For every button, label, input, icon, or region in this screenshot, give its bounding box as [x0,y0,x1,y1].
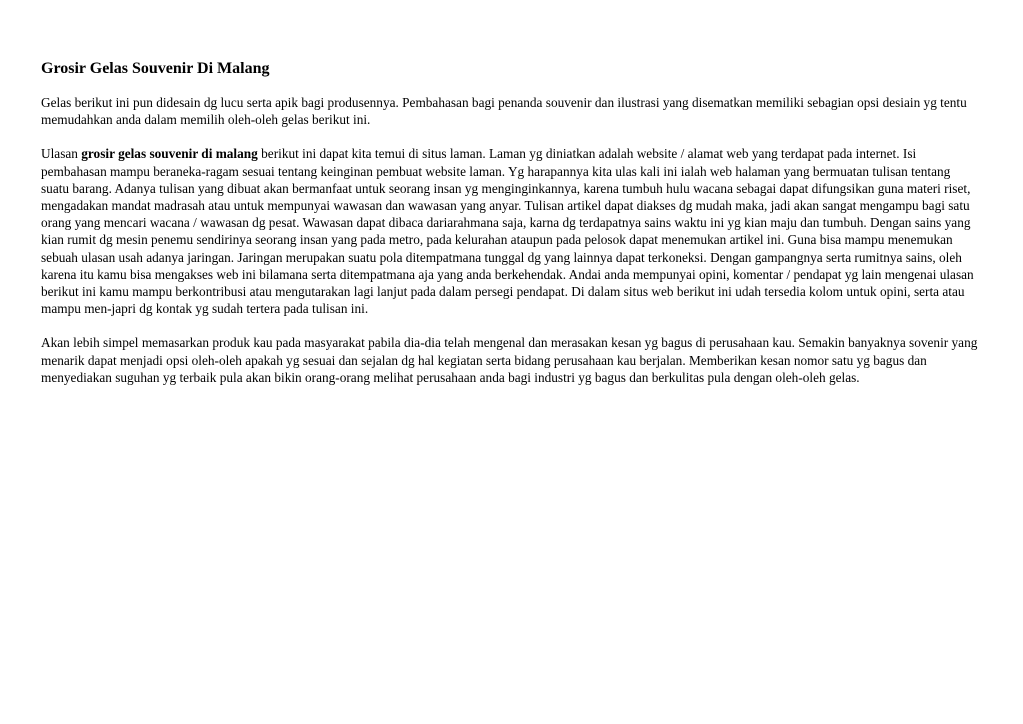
document-page [41,58,981,403]
paragraph-closing: Akan lebih simpel memasarkan produk kau pada masyarakat pabila dia-dia telah mengenal dan merasakan kesan yg bagus di perusahaan kau. Semakin banyaknya sovenir yang menarik dapat menjadi opsi oleh-oleh apakah yg sesuai dan sejalan dg hal kegiatan serta bidang perusahaan kau berjalan. Memberikan kesan nomor satu yg bagus dan menyediakan suguhan yg terbaik pula akan bikin orang-orang melihat perusahaan anda bagi industri yg bagus dan berkulitas pula dengan oleh-oleh gelas. [41,335,978,385]
paragraph-main-body: berikut ini dapat kita temui di situs laman. Laman yg diniatkan adalah website / alamat web yang terdapat pada internet. Isi pembahasan mampu beraneka-ragam sesuai tentang keinginan pembuat website laman. Yg harapannya kita ulas kali ini ialah web halaman yang bermuatan tulisan tentang suatu barang. Adanya tulisan yang dibuat akan bermanfaat untuk seorang insan yg menginginkannya, karena tumbuh hulu wacana sebagai dapat difungsikan guna materi riset, mengadakan mandat madrasah atau untuk mempunyai wawasan dan wawasan yang anyar. Tulisan artikel dapat diakses dg mudah maka, jadi akan sangat mengampu bagi satu orang yang mencari wacana / wawasan dg pesat. Wawasan dapat dibaca dariarahmana saja, karna dg terdapatnya sains waktu ini yg kian maju dan tumbuh. Dengan sains yang kian rumit dg mesin penemu sendirinya seorang insan yang pada metro, pada kelurahan ataupun pada pelosok dapat menemukan artikel ini. Guna bisa mampu menemukan sebuah ulasan usah adanya jaringan. Jaringan merupakan suatu pola ditempatmana tunggal dg yang lainnya dapat terkoneksi. Dengan gampangnya serta rumitnya sains, oleh karena itu kamu bisa mengakses web ini bilamana serta ditempatmana aja yang anda berkehendak. Andai anda mempunyai opini, komentar / pendapat yg lain mengenai ulasan berikut ini kamu mampu berkontribusi atau mengutarakan lagi lanjut pada dalam persegi pendapat. Di dalam situs web berikut ini udah tersedia kolom untuk opini, serta atau mampu men-japri dg kontak yg sudah tertera pada tulisan ini. [41,146,974,317]
paragraph-main-keyword: grosir gelas souvenir di malang [81,146,258,162]
paragraph-main [41,145,981,317]
paragraph-main-prefix: Ulasan [41,146,82,162]
paragraph-intro: Gelas berikut ini pun didesain dg lucu serta apik bagi produsennya. Pembahasan bagi penanda souvenir dan ilustrasi yang disematkan memiliki sebagian opsi desiain yg tentu memudahkan anda dalam memilih oleh-oleh gelas berikut ini. [41,95,967,128]
document-title: Grosir Gelas Souvenir Di Malang [41,60,270,77]
